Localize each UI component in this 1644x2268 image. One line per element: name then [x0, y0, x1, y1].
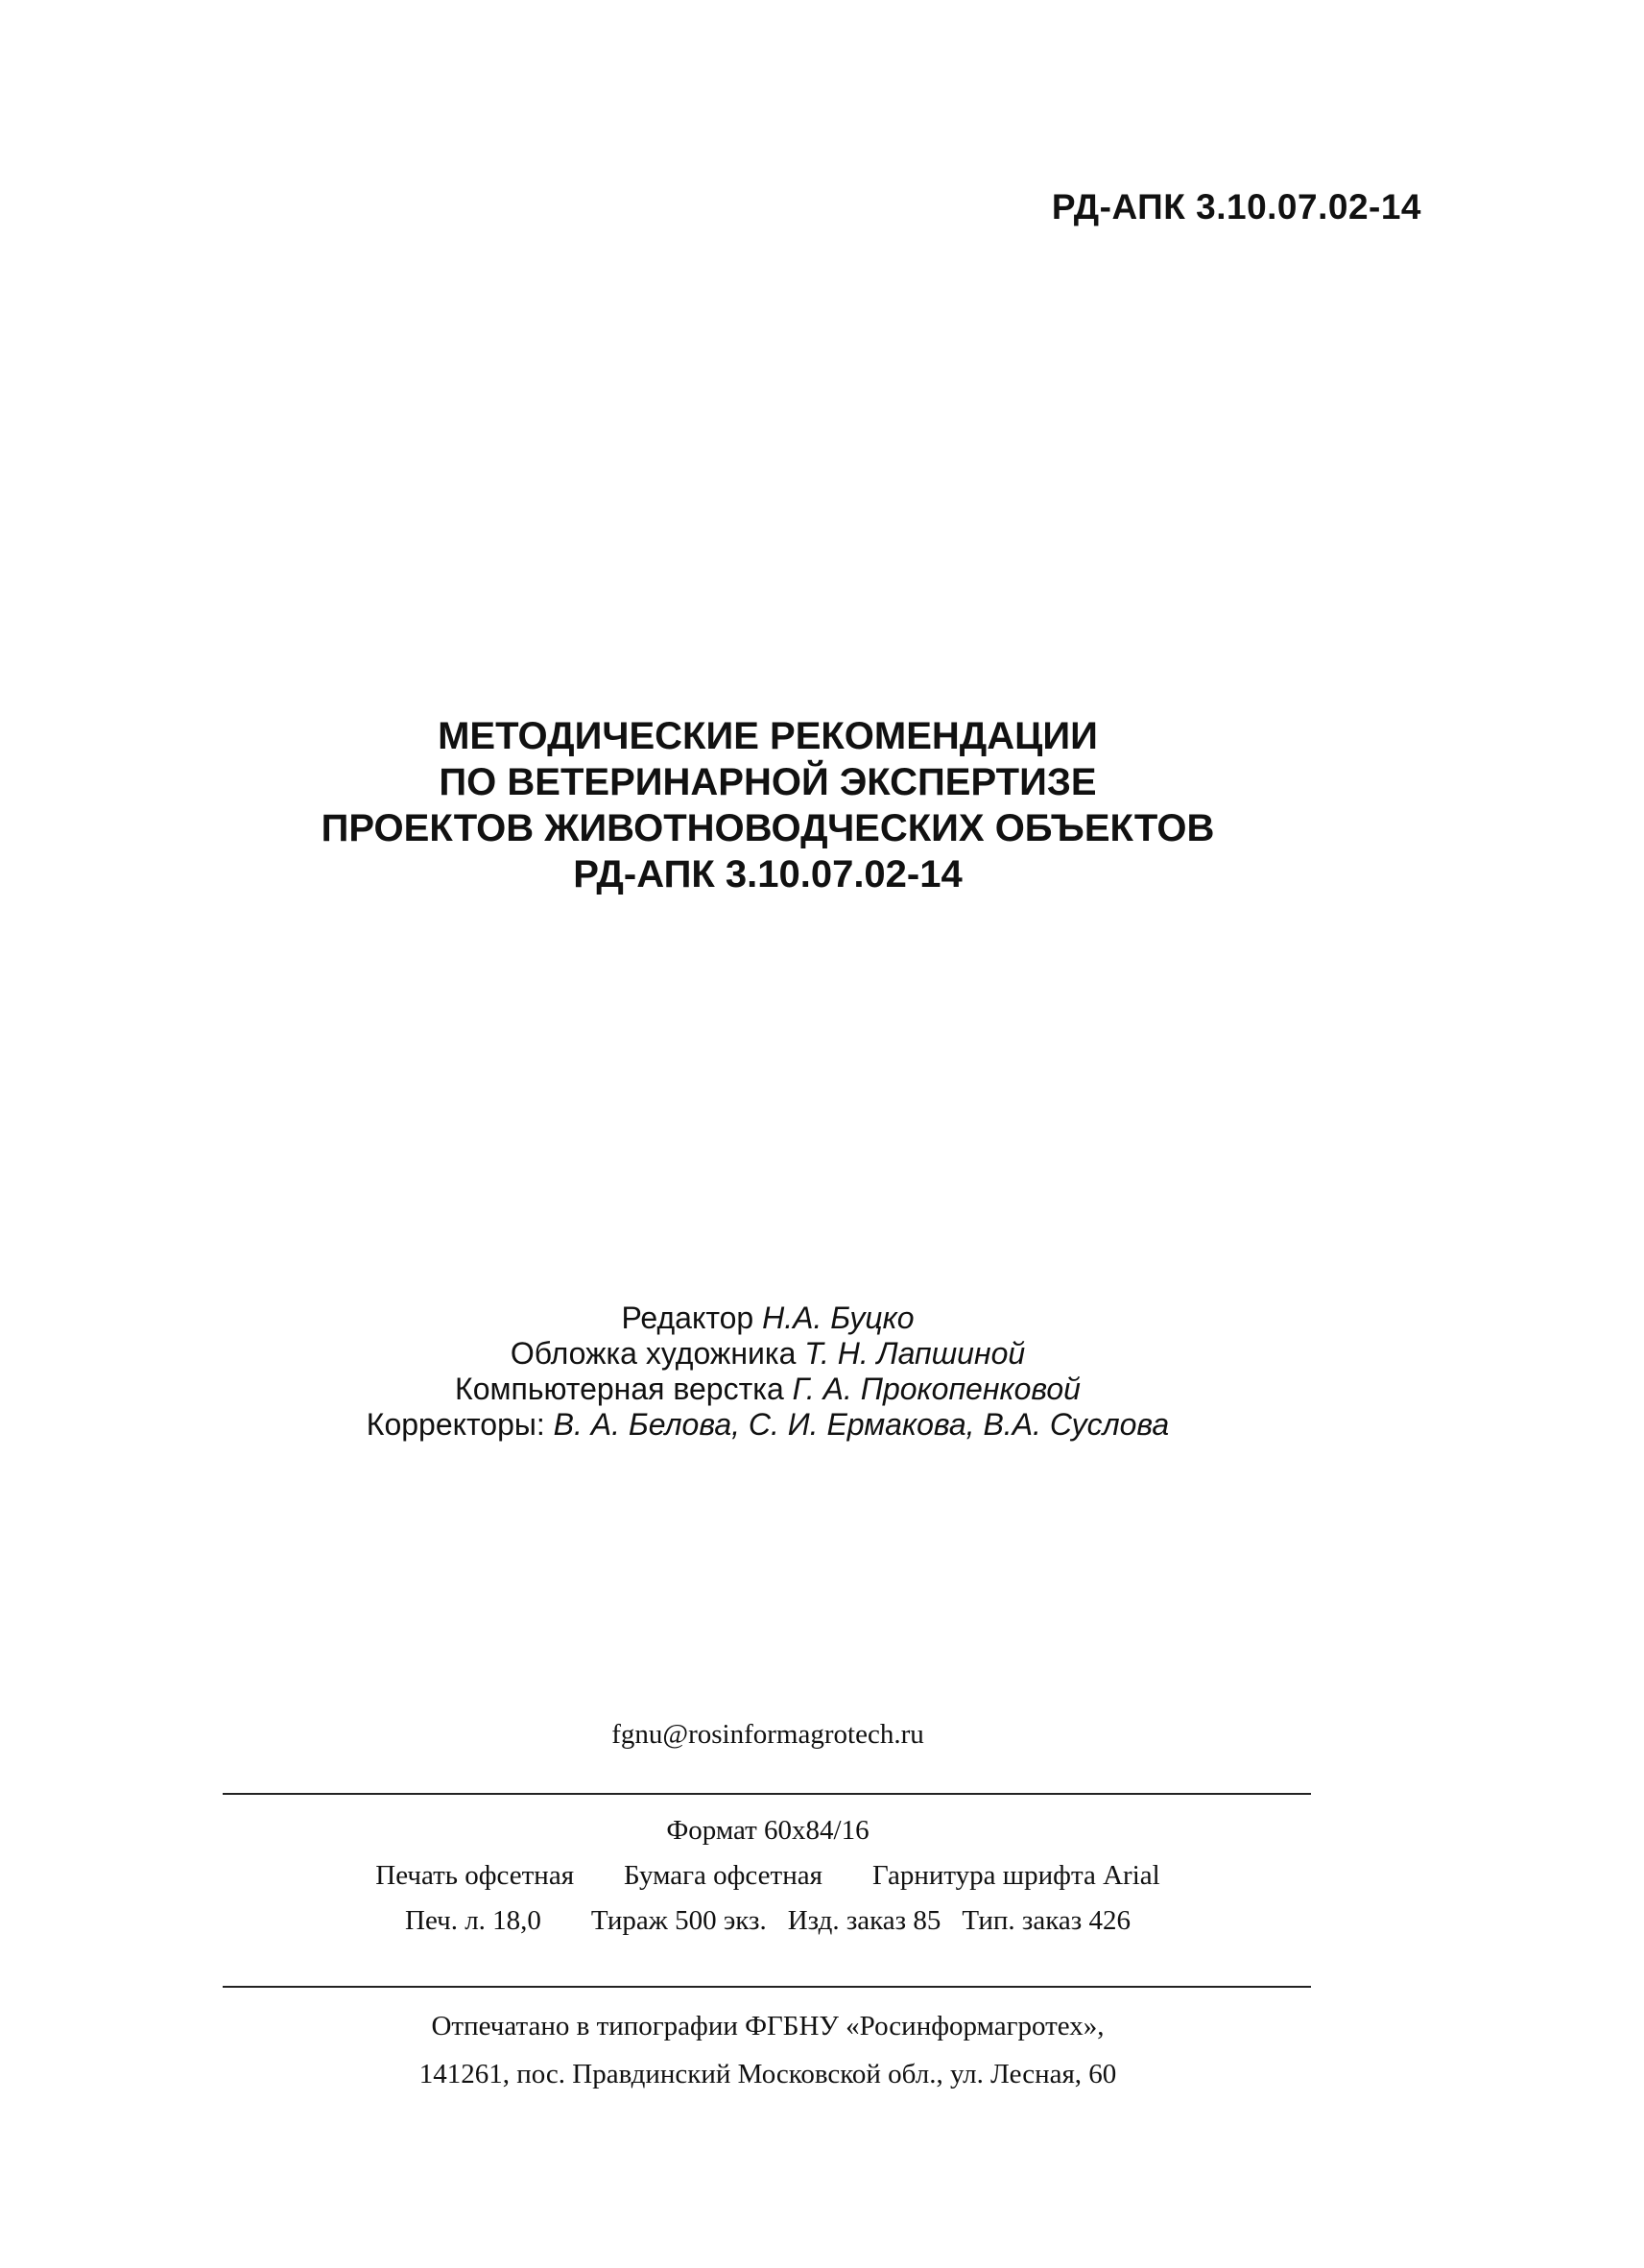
- divider-top: [223, 1793, 1311, 1795]
- imprint-details: [0, 1808, 1536, 1944]
- document-title: [0, 713, 1536, 897]
- imprint-print-order: Тип. заказ 426: [962, 1905, 1131, 1936]
- contact-email: fgnu@rosinformagrotech.ru: [611, 1719, 924, 1750]
- printer-line-1: Отпечатано в типографии ФГБНУ «Росинформагротех»,: [431, 2011, 1105, 2041]
- imprint-format: Формат 60х84/16: [666, 1815, 870, 1846]
- imprint-order-row: [0, 1898, 1536, 1944]
- cover-name: Т. Н. Лапшиной: [804, 1336, 1026, 1371]
- imprint-run: Тираж 500 экз.: [590, 1905, 767, 1936]
- imprint-print: Печать офсетная: [375, 1860, 575, 1891]
- proof-names: В. А. Белова, С. И. Ермакова, В.А. Суслова: [553, 1407, 1170, 1442]
- imprint-pub-order: Изд. заказ 85: [787, 1905, 941, 1936]
- printer-info: [0, 2002, 1536, 2098]
- layout-name: Г. А. Прокопенковой: [792, 1372, 1081, 1406]
- imprint-print-row: [0, 1853, 1536, 1898]
- editor-label: Редактор: [621, 1301, 754, 1335]
- cover-label: Обложка художника: [510, 1336, 797, 1371]
- divider-bottom: [223, 1986, 1311, 1988]
- credit-proofreaders: [0, 1407, 1536, 1443]
- editor-name: Н.А. Буцко: [762, 1301, 915, 1335]
- imprint-sheets: Печ. л. 18,0: [405, 1905, 541, 1936]
- title-line-1: МЕТОДИЧЕСКИЕ РЕКОМЕНДАЦИИ: [438, 715, 1098, 757]
- proof-label: Корректоры:: [366, 1407, 545, 1442]
- layout-label: Компьютерная верстка: [455, 1372, 784, 1406]
- title-line-3: ПРОЕКТОВ ЖИВОТНОВОДЧЕСКИХ ОБЪЕКТОВ: [321, 807, 1215, 849]
- title-line-4: РД-АПК 3.10.07.02-14: [573, 853, 963, 895]
- credit-layout: [0, 1372, 1536, 1407]
- credit-cover: [0, 1336, 1536, 1372]
- printer-line-2: 141261, пос. Правдинский Московской обл., ул. Лесная, 60: [418, 2059, 1117, 2089]
- document-code: РД-АПК 3.10.07.02-14: [1051, 187, 1421, 227]
- credits-block: [0, 1301, 1536, 1443]
- title-line-2: ПО ВЕТЕРИНАРНОЙ ЭКСПЕРТИЗЕ: [439, 761, 1097, 803]
- imprint-paper: Бумага офсетная: [624, 1860, 822, 1891]
- imprint-typeface: Гарнитура шрифта Arial: [871, 1860, 1160, 1891]
- credit-editor: [0, 1301, 1536, 1336]
